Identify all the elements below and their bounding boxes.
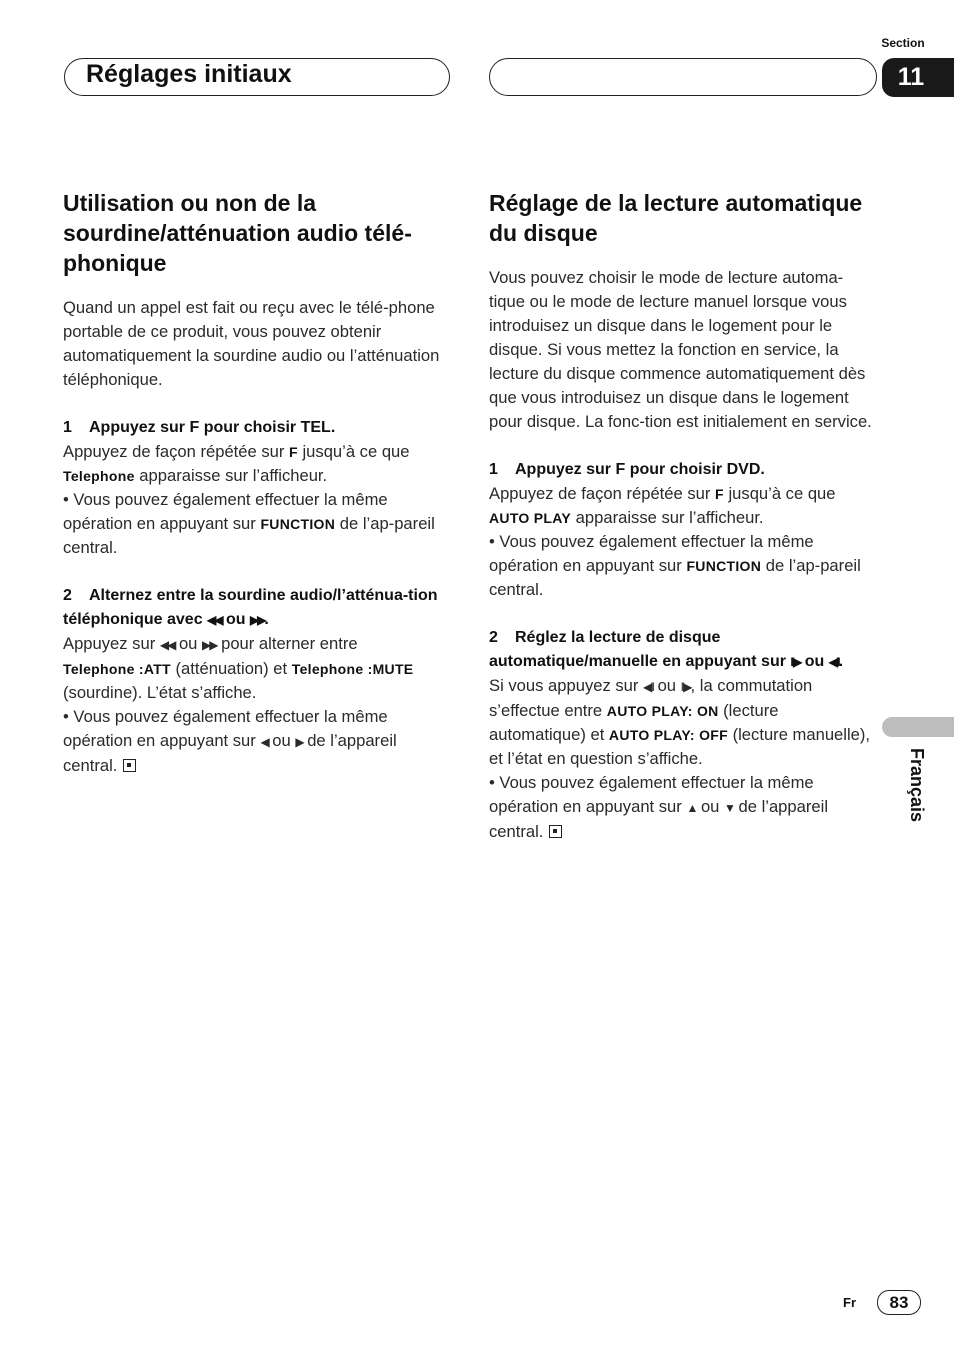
left-heading: Utilisation ou non de la sourdine/atténuation audio télé-phonique xyxy=(63,190,412,276)
left-step1-title: 1 Appuyez sur F pour choisir TEL. xyxy=(63,416,448,440)
section-number-badge: 11 xyxy=(882,58,954,97)
play-pause-icon: ◀II xyxy=(643,680,653,694)
play-pause-icon: ◀II xyxy=(828,655,839,669)
display-text: AUTO PLAY: OFF xyxy=(608,727,728,743)
display-text: AUTO PLAY xyxy=(489,510,572,526)
display-text: Telephone :MUTE xyxy=(291,661,414,677)
right-step2-title: 2 Réglez la lecture de disque automatique/manuelle en appuyant sur II▶ ou ◀II. xyxy=(489,626,874,674)
right-step2-body: Si vous appuyez sur ◀II ou II▶, la commutation s’effectue entre AUTO PLAY: ON (lecture automatique) et AUTO PLAY: OFF (lecture manuelle), et l’état en question s’affiche. xyxy=(489,676,871,768)
display-text: Telephone :ATT xyxy=(63,661,171,677)
left-arrow-icon: ◀ xyxy=(260,735,268,749)
right-arrow-icon: ▶ xyxy=(295,735,303,749)
right-step2-bullet: • Vous pouvez également effectuer la même opération en appuyant sur ▲ ou ▼ de l’appareil central. xyxy=(489,773,828,841)
pause-play-icon: II▶ xyxy=(790,655,801,669)
left-step2-body: Appuyez sur ◀◀ ou ▶▶ pour alterner entre Telephone :ATT (atténuation) et Telephone :MUTE (sourdine). L’état s’affiche. xyxy=(63,634,414,702)
language-label: Français xyxy=(907,748,927,823)
step-number: 1 xyxy=(63,419,72,436)
step-number: 1 xyxy=(489,461,498,478)
left-step1-bullet: • Vous pouvez également effectuer la même opération en appuyant sur FUNCTION de l’ap-pareil central. xyxy=(63,490,435,557)
language-tab xyxy=(882,717,954,737)
right-column xyxy=(489,188,874,844)
display-text: AUTO PLAY: ON xyxy=(606,703,719,719)
up-arrow-icon: ▲ xyxy=(686,801,697,815)
left-intro: Quand un appel est fait ou reçu avec le télé-phone portable de ce produit, vous pouvez obtenir automatiquement la sourdine audio ou l’atténuation téléphonique. xyxy=(63,298,440,389)
right-step1-bullet: • Vous pouvez également effectuer la même opération en appuyant sur FUNCTION de l’ap-pareil central. xyxy=(489,532,861,599)
fast-forward-icon: ▶▶ xyxy=(202,638,217,652)
down-arrow-icon: ▼ xyxy=(724,801,734,815)
step-number: 2 xyxy=(489,629,498,646)
right-intro: Vous pouvez choisir le mode de lecture automa-tique ou le mode de lecture manuel lorsque vous introduisez un disque dans le logement pour le disque. Si vous mettez la fonction en service, la lecture du disque commence automatiquement dès que vous introduisez un disque dans le logement pour disque. La fonc-tion est initialement en service. xyxy=(489,268,872,431)
language-code: Fr xyxy=(843,1295,856,1310)
end-mark-icon xyxy=(549,825,562,838)
rewind-icon: ◀◀ xyxy=(159,638,175,652)
section-label: Section xyxy=(881,36,925,50)
rewind-icon: ◀◀ xyxy=(207,613,222,627)
page-title: Réglages initiaux xyxy=(86,60,292,88)
left-step1-body: Appuyez de façon répétée sur F jusqu’à ce que Telephone apparaisse sur l’afficheur. xyxy=(63,442,410,485)
left-column xyxy=(63,188,448,778)
right-heading: Réglage de la lecture automatique du disque xyxy=(489,190,863,246)
page-number: 83 xyxy=(877,1290,921,1315)
left-step2-bullet: • Vous pouvez également effectuer la même opération en appuyant sur ◀ ou ▶ de l’appareil central. xyxy=(63,707,397,775)
pause-play-icon: II▶ xyxy=(680,680,691,694)
left-step2-title: 2 Alternez entre la sourdine audio/l’atténua-tion téléphonique avec ◀◀ ou ▶▶. xyxy=(63,584,448,632)
step-number: 2 xyxy=(63,587,72,604)
end-mark-icon xyxy=(123,759,136,772)
display-text: Telephone xyxy=(63,468,135,484)
right-step1-title: 1 Appuyez sur F pour choisir DVD. xyxy=(489,458,874,482)
right-step1-body: Appuyez de façon répétée sur F jusqu’à ce que AUTO PLAY apparaisse sur l’afficheur. xyxy=(489,484,836,527)
fast-forward-icon: ▶▶ xyxy=(249,613,265,627)
header-blank-frame xyxy=(489,58,877,96)
